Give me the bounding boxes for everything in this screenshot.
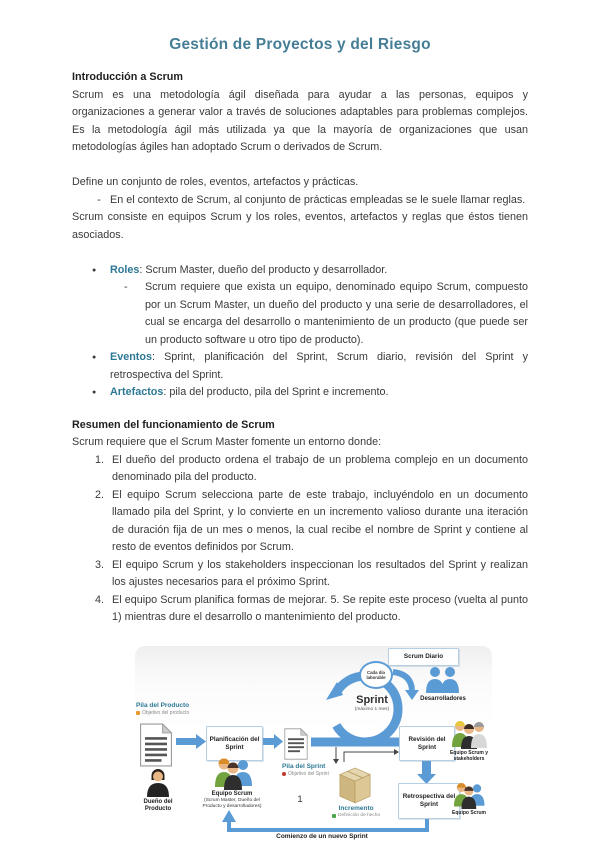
numbered-item-3 (72, 557, 528, 592)
developers-label (411, 696, 475, 703)
sprint-retrospective-label: Retrospectiva del Sprint (402, 793, 456, 808)
dash-marker: - (97, 193, 101, 206)
sub-item-roles-text: Scrum requiere que exista un equipo, denominado equipo Scrum, compuesto por un Scrum Master, un dueño del producto y una serie de desarrolladores, el cual se encarga del desarrollo o mantenimiento de un producto (que puede ser un producto software u otro tipo de producto). (145, 281, 528, 346)
product-goal-row (136, 710, 189, 717)
sub-dash-marker: - (124, 281, 128, 293)
product-goal-label: Objetivo del producto (142, 710, 190, 717)
sprint-duration-label: (máximo 1 mes) (354, 707, 390, 712)
retrospective-team-label (449, 810, 489, 816)
paragraph-lead: Scrum requiere que el Scrum Master fomente un entorno donde: (72, 436, 382, 448)
bullet-eventos-text (110, 349, 528, 384)
section-heading-resumen: Resumen del funcionamiento de Scrum (72, 418, 275, 431)
bullet-roles-rest: : Scrum Master, dueño del producto y desarrollador. (139, 263, 388, 276)
increment-labels (332, 805, 380, 819)
number-marker: 3. (95, 558, 105, 571)
stakeholders-team-label-text: Equipo Scrum y stakeholders (449, 750, 489, 763)
document-body (72, 69, 528, 627)
definition-of-done-icon (332, 814, 336, 818)
numbered-item-2-text: El equipo Scrum selecciona parte de este trabajo, incluyéndolo en un documento llamado pila del Sprint, y lo convierte en un incremento valioso durante una iteración de duración fija de un mes o menos, la cual recibe el nombre de Sprint y contiene al resto de eventos definidos por Scrum. (112, 488, 528, 553)
product-backlog-document-icon (139, 723, 173, 767)
keyword-artefactos: Artefactos (110, 386, 164, 398)
new-sprint-label (242, 833, 402, 841)
scrum-diario-box (388, 648, 459, 666)
scrum-process-diagram (135, 646, 492, 846)
number-marker: 2. (95, 488, 105, 501)
definition-of-done-label: Definición de hecho (338, 813, 381, 819)
stakeholders-team-label (447, 750, 491, 763)
keyword-eventos: Eventos (110, 351, 153, 363)
scrum-team-label: Equipo Scrum (211, 791, 253, 797)
sprint-goal-row (282, 771, 329, 778)
numbered-item-4 (72, 592, 528, 627)
bullet-marker: ● (92, 389, 97, 396)
numbered-item-1 (72, 452, 528, 487)
daily-cycle-text: Cada día laborable (366, 669, 386, 680)
paragraph-intro: Scrum es una metodología ágil diseñada para ayudar a las personas, equipos y organizaciones a generar valor a través de soluciones adaptables para problemas complejos. Es la metodología ágil más utilizada ya que la mayoría de organizaciones que usan metodologías ágiles han adoptado Scrum o derivados de Scrum. (72, 88, 528, 153)
numbered-item-4-text: El equipo Scrum planifica formas de mejorar. 5. Se repite este proceso (vuelta al punto 1) mientras dure el desarrollo o mantenimiento del producto. (112, 593, 528, 623)
numbered-item-3-text: El equipo Scrum y los stakeholders inspeccionan los resultados del Sprint y realizan los ajustes necesarios para el próximo Sprint. (112, 558, 528, 588)
stakeholders-team-icon (451, 719, 487, 749)
number-marker: 1. (95, 453, 105, 466)
page-number: 1 (297, 794, 303, 805)
dash-list-item (72, 192, 528, 210)
numbered-item-2 (72, 487, 528, 557)
bullet-artefactos-text (110, 384, 528, 402)
page-title: Gestión de Proyectos y del Riesgo (169, 36, 431, 53)
sprint-backlog-labels (282, 763, 329, 778)
scrum-team-sublabel: (Scrum Master, Dueño del Producto y desarrolladores) (202, 798, 262, 810)
definition-of-done-row (332, 813, 380, 819)
daily-cycle-bubble (359, 661, 393, 689)
sprint-goal-icon (282, 772, 286, 776)
bullet-roles (72, 262, 528, 280)
scrum-team-icon (212, 756, 252, 790)
product-backlog-label: Pila del Producto (136, 702, 190, 709)
paragraph-define: Define un conjunto de roles, eventos, artefactos y prácticas. (72, 176, 359, 188)
bullet-artefactos (72, 384, 528, 402)
retrospective-team-label-text: Equipo Scrum (452, 810, 486, 816)
bullet-artefactos-rest: : pila del producto, pila del Sprint e incremento. (163, 386, 389, 398)
new-sprint-label-text: Comienzo de un nuevo Sprint (276, 833, 368, 840)
bullet-eventos-rest: : Sprint, planificación del Sprint, Scrum diario, revisión del Sprint y retrospectiva del Sprint. (110, 351, 528, 381)
dash-item-text: En el contexto de Scrum, al conjunto de prácticas empleadas se le suele llamar reglas. (110, 193, 526, 206)
sprint-review-label: Revisión del Sprint (408, 735, 446, 751)
number-marker: 4. (95, 593, 105, 606)
product-goal-icon (136, 711, 140, 715)
numbered-item-1-text: El dueño del producto ordena el trabajo de un problema complejo en un documento denominado pila del producto. (112, 453, 528, 483)
developers-icon (423, 666, 461, 694)
increment-label: Incremento (338, 805, 374, 812)
scrum-diario-label: Scrum Diario (403, 653, 444, 661)
bullet-marker: ● (92, 354, 97, 361)
sprint-backlog-label: Pila del Sprint (282, 763, 326, 770)
section-heading-introduccion: Introducción a Scrum (72, 71, 183, 83)
bullet-eventos (72, 349, 528, 384)
paragraph-consiste: Scrum consiste en equipos Scrum y los roles, eventos, artefactos y reglas que éstos tienen asociados. (72, 211, 528, 241)
product-backlog-labels (136, 702, 189, 717)
sprint-label: Sprint (356, 694, 388, 706)
sprint-planning-label: Planificación del Sprint (209, 735, 260, 751)
bullet-roles-text (110, 262, 528, 280)
sprint-goal-label: Objetivo del Sprint (288, 771, 329, 778)
sub-item-roles (72, 279, 528, 349)
sprint-label-group (340, 694, 404, 713)
sprint-backlog-document-icon (284, 726, 308, 762)
bullet-marker: ● (92, 266, 97, 274)
product-owner-label-text: Dueño del Producto (143, 799, 173, 813)
bullet-list (72, 262, 528, 402)
developers-label-text: Desarrolladores (420, 696, 466, 702)
keyword-roles: Roles (110, 263, 140, 276)
